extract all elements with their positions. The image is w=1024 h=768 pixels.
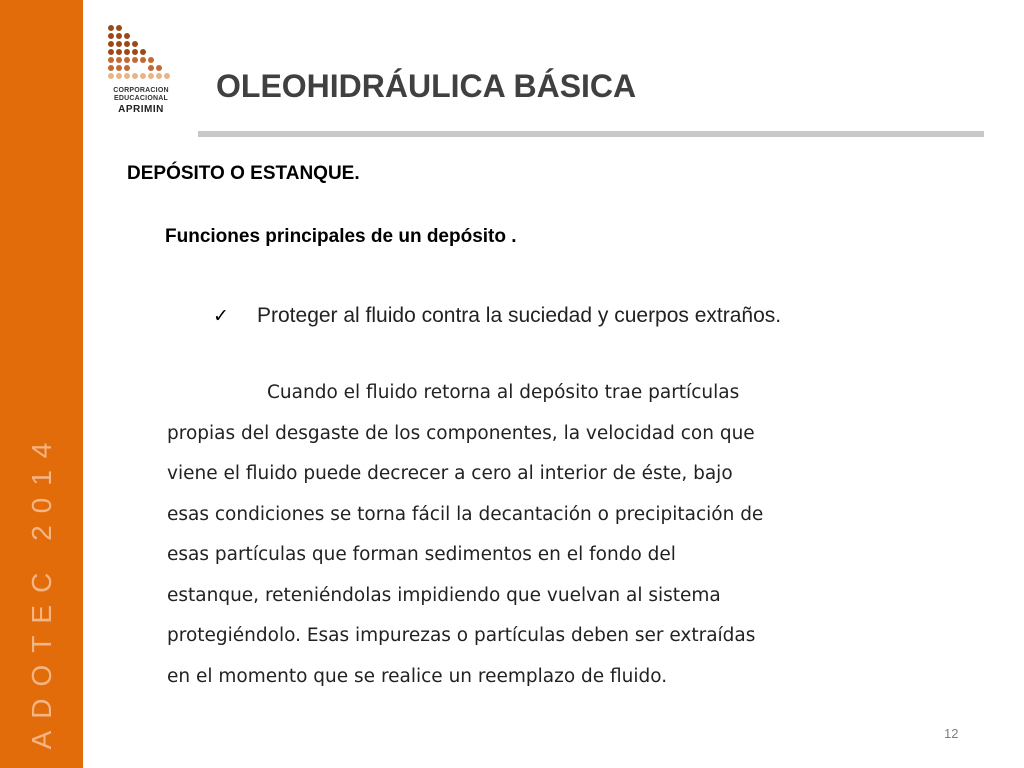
paragraph-line: en el momento que se realice un reemplazo de fluido. <box>167 665 668 687</box>
sidebar-vertical-text: ADOTEC 2014 <box>26 430 57 750</box>
paragraph-line: esas partículas que forman sedimentos en el fondo del <box>167 544 676 565</box>
page-title: OLEOHIDRÁULICA BÁSICA <box>216 68 637 104</box>
paragraph-line: viene el fluido puede decrecer a cero al interior de éste, bajo <box>167 463 733 484</box>
paragraph-line: Cuando el fluido retorna al depósito trae partículas <box>267 382 740 403</box>
paragraph-line: protegiéndolo. Esas impurezas o partículas deben ser extraídas <box>167 625 756 646</box>
section-heading: DEPÓSITO O ESTANQUE. <box>127 163 360 184</box>
logo-line1: CORPORACION <box>113 87 169 94</box>
paragraph-line: estanque, reteniéndolas impidiendo que vuelvan al sistema <box>167 584 721 606</box>
title-divider <box>198 131 984 137</box>
paragraph-line: esas condiciones se torna fácil la decantación o precipitación de <box>167 503 764 525</box>
bullet-text: Proteger al fluido contra la suciedad y cuerpos extraños. <box>257 304 782 327</box>
bullet-item <box>213 304 781 328</box>
logo <box>105 22 177 118</box>
paragraph-line: propias del desgaste de los componentes, la velocidad con que <box>167 422 755 444</box>
logo-brand: APRIMIN <box>118 104 164 115</box>
check-icon: ✓ <box>213 305 229 327</box>
subheading: Funciones principales de un depósito . <box>165 226 517 247</box>
page-number: 12 <box>944 726 959 741</box>
logo-dots-icon <box>105 22 177 86</box>
body-paragraph <box>167 373 927 697</box>
logo-line2: EDUCACIONAL <box>114 95 168 102</box>
sidebar-band <box>0 0 83 768</box>
